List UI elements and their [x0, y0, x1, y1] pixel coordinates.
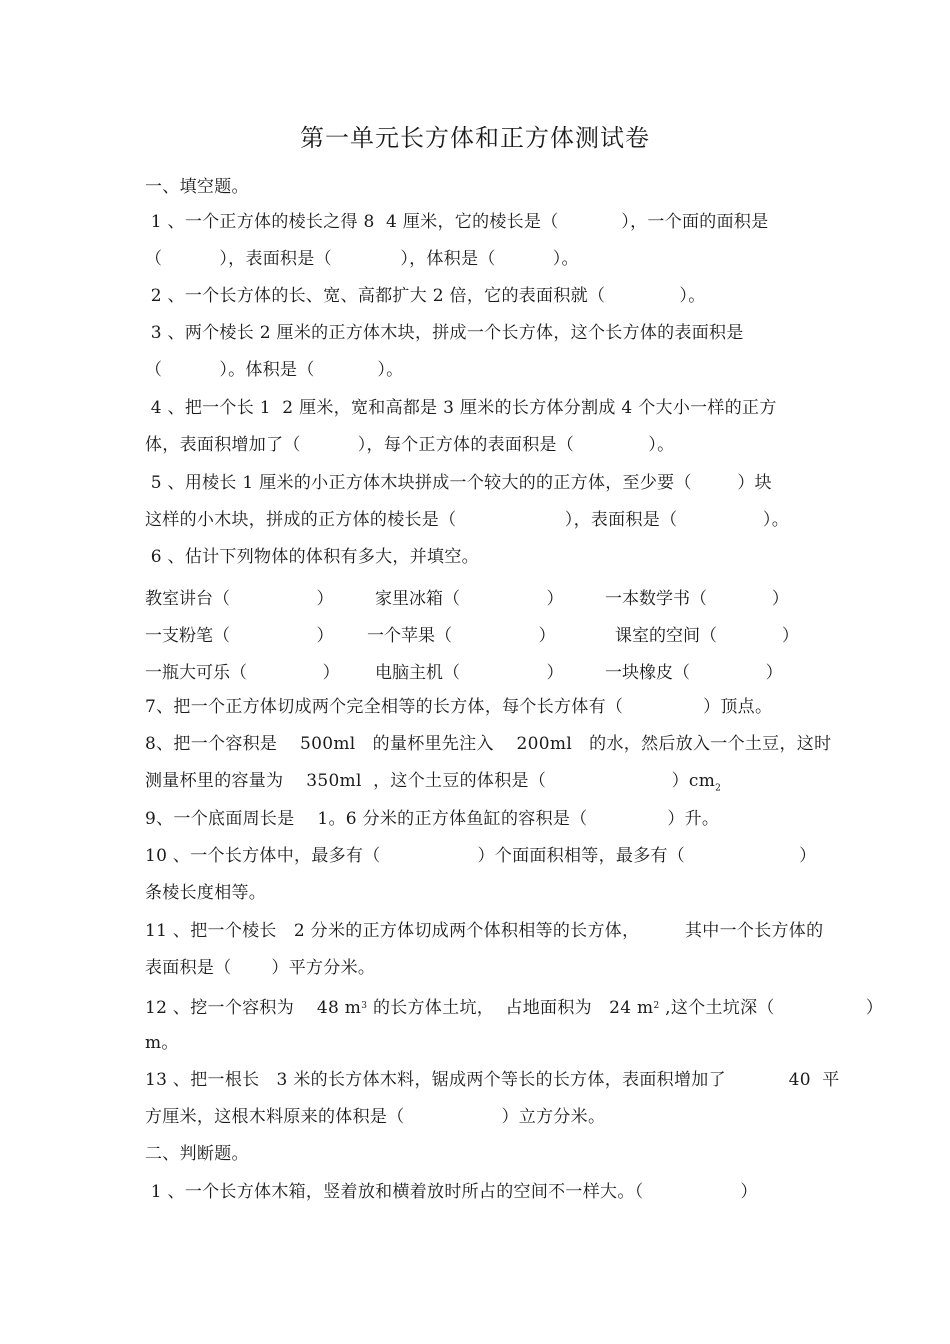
question-line: （ ），表面积是（ ），体积是（ ）。: [145, 249, 579, 269]
estimate-row: [145, 584, 810, 609]
estimate-item: 家里冰箱（ ）: [375, 589, 564, 609]
question-line: 2 、一个长方体的长、宽、高都扩大 2 倍，它的表面积就（ ）。: [145, 286, 706, 306]
question-line: 条棱长度相等。: [145, 883, 267, 903]
question-line: 1 、一个长方体木箱，竖着放和横着放时所占的空间不一样大。（ ）: [145, 1182, 758, 1202]
question-line: 1 、一个正方体的棱长之得 8 4 厘米，它的棱长是（ ），一个面的面积是: [145, 212, 769, 232]
estimate-row: [145, 658, 810, 683]
question-line: 9、一个底面周长是 1。6 分米的正方体鱼缸的容积是（ ）升。: [145, 809, 720, 829]
question-line: 3 、两个棱长 2 厘米的正方体木块，拼成一个长方体，这个长方体的表面积是: [145, 323, 744, 343]
question-line: 5 、用棱长 1 厘米的小正方体木块拼成一个较大的的正方体，至少要（ ）块: [145, 473, 772, 493]
question-line: [145, 995, 884, 1019]
estimate-item: 一个苹果（ ）: [367, 626, 556, 646]
question-line: m。: [145, 1033, 179, 1053]
question-text: 12 、挖一个容积为 48 m: [145, 998, 362, 1018]
question-line: 13 、把一根长 3 米的长方体木料，锯成两个等长的长方体，表面积增加了 40 平: [145, 1070, 840, 1090]
question-line: 4 、把一个长 1 2 厘米，宽和高都是 3 厘米的长方体分割成 4 个大小一样的正方: [145, 398, 777, 418]
question-line: 体，表面积增加了（ ），每个正方体的表面积是（ ）。: [145, 435, 675, 455]
question-line: 7、把一个正方体切成两个完全相等的长方体，每个长方体有（ ）顶点。: [145, 697, 773, 717]
estimate-item: 一瓶大可乐（ ）: [145, 663, 340, 683]
question-line: 这样的小木块，拼成的正方体的棱长是（ ），表面积是（ ）。: [145, 510, 790, 530]
estimate-item: 一本数学书（ ）: [605, 589, 789, 609]
question-line: 8、把一个容积是 500ml 的量杯里先注入 200ml 的水，然后放入一个土豆，这时: [145, 734, 832, 754]
question-line: 表面积是（ ）平方分米。: [145, 958, 376, 978]
estimate-item: 一支粉笔（ ）: [145, 626, 334, 646]
unit-exponent: 2: [653, 1001, 660, 1011]
question-line: 10 、一个长方体中，最多有（ ）个面面积相等，最多有（ ）: [145, 846, 817, 866]
question-line: （ ）。体积是（ ）。: [145, 360, 404, 380]
estimate-item: 一块橡皮（ ）: [605, 663, 783, 683]
question-line: 方厘米，这根木料原来的体积是（ ）立方分米。: [145, 1107, 606, 1127]
question-text: 测量杯里的容量为 350ml ，这个土豆的体积是（ ）cm: [145, 771, 716, 791]
section-heading-fill-blank: 一、填空题。: [145, 177, 249, 197]
estimate-item: 电脑主机（ ）: [375, 663, 564, 683]
estimate-item: 课室的空间（ ）: [615, 626, 799, 646]
page-title: 第一单元长方体和正方体测试卷: [300, 124, 650, 152]
question-line: 6 、估计下列物体的体积有多大，并填空。: [145, 547, 479, 567]
question-line: [145, 770, 810, 799]
unit-exponent: 3: [361, 1001, 368, 1011]
question-line: 11 、把一个棱长 2 分米的正方体切成两个体积相等的长方体， 其中一个长方体的: [145, 921, 824, 941]
unit-exponent: 2: [715, 783, 722, 794]
question-text: 的长方体土坑， 占地面积为 24 m: [367, 998, 654, 1018]
estimate-row: [145, 621, 810, 646]
question-text: ,这个土坑深（ ）: [659, 998, 884, 1018]
estimate-item: 教室讲台（ ）: [145, 589, 334, 609]
section-heading-true-false: 二、判断题。: [145, 1144, 249, 1164]
